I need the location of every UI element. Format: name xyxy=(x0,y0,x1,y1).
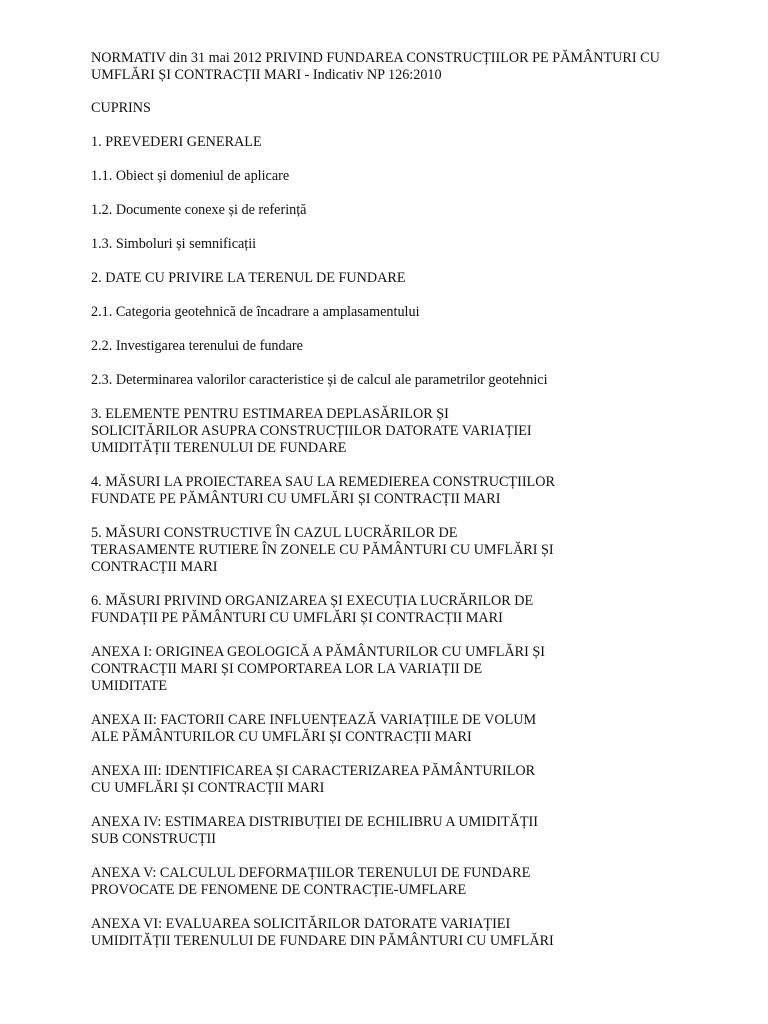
toc-entry-annex-5: ANEXA V: CALCULUL DEFORMAȚIILOR TERENULUI DE FUNDARE PROVOCATE DE FENOMENE DE CONTRACȚIE-UMFLARE xyxy=(91,865,531,898)
toc-entry-2-3: 2.3. Determinarea valorilor caracteristice și de calcul ale parametrilor geotehnici xyxy=(91,372,548,388)
toc-entry-3: 3. ELEMENTE PENTRU ESTIMAREA DEPLASĂRILOR ȘI SOLICITĂRILOR ASUPRA CONSTRUCȚIILOR DATORATE VARIAȚIEI UMIDITĂȚII TERENULUI DE FUNDARE xyxy=(91,406,532,456)
toc-entry-1-2: 1.2. Documente conexe și de referință xyxy=(91,202,307,218)
toc-entry-annex-1: ANEXA I: ORIGINEA GEOLOGICĂ A PĂMÂNTURILOR CU UMFLĂRI ȘI CONTRACȚII MARI ȘI COMPORTAREA LOR LA VARIAȚII DE UMIDITATE xyxy=(91,644,546,694)
toc-entry-annex-6: ANEXA VI: EVALUAREA SOLICITĂRILOR DATORATE VARIAȚIEI UMIDITĂȚII TERENULUI DE FUNDARE DIN PĂMÂNTURI CU UMFLĂRI xyxy=(91,916,554,949)
toc-entry-1-3: 1.3. Simboluri și semnificații xyxy=(91,236,257,252)
toc-entry-annex-3: ANEXA III: IDENTIFICAREA ȘI CARACTERIZAREA PĂMÂNTURILOR CU UMFLĂRI ȘI CONTRACȚII MARI xyxy=(91,763,536,796)
toc-entry-1: 1. PREVEDERI GENERALE xyxy=(91,134,262,150)
toc-entry-1-1: 1.1. Obiect și domeniul de aplicare xyxy=(91,168,290,184)
toc-entry-4: 4. MĂSURI LA PROIECTAREA SAU LA REMEDIEREA CONSTRUCȚIILOR FUNDATE PE PĂMÂNTURI CU UMFLĂRI ȘI CONTRACȚII MARI xyxy=(91,474,555,507)
toc-entry-6: 6. MĂSURI PRIVIND ORGANIZAREA ȘI EXECUȚIA LUCRĂRILOR DE FUNDAȚII PE PĂMÂNTURI CU UMFLĂRI ȘI CONTRACȚII MARI xyxy=(91,593,534,626)
toc-entry-5: 5. MĂSURI CONSTRUCTIVE ÎN CAZUL LUCRĂRILOR DE TERASAMENTE RUTIERE ÎN ZONELE CU PĂMÂNTURI CU UMFLĂRI ȘI CONTRACȚII MARI xyxy=(91,525,554,575)
toc-entry-2-2: 2.2. Investigarea terenului de fundare xyxy=(91,338,303,354)
toc-entry-2-1: 2.1. Categoria geotehnică de încadrare a amplasamentului xyxy=(91,304,420,320)
toc-entry-2: 2. DATE CU PRIVIRE LA TERENUL DE FUNDARE xyxy=(91,270,406,286)
toc-entry-annex-2: ANEXA II: FACTORII CARE INFLUENȚEAZĂ VARIAȚIILE DE VOLUM ALE PĂMÂNTURILOR CU UMFLĂRI ȘI CONTRACȚII MARI xyxy=(91,712,537,745)
document-title: NORMATIV din 31 mai 2012 PRIVIND FUNDAREA CONSTRUCȚIILOR PE PĂMÂNTURI CU UMFLĂRI ȘI CONTRACȚII MARI - Indicativ NP 126:2010 xyxy=(91,50,660,83)
toc-entry-annex-4: ANEXA IV: ESTIMAREA DISTRIBUȚIEI DE ECHILIBRU A UMIDITĂȚII SUB CONSTRUCȚII xyxy=(91,814,538,847)
contents-heading: CUPRINS xyxy=(91,100,151,116)
